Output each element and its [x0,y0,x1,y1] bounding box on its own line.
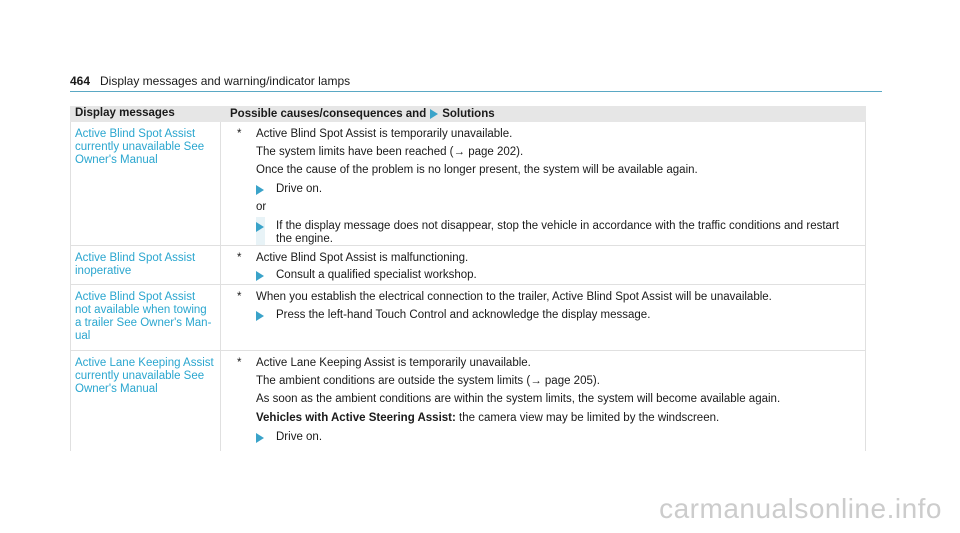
action-text: If the display message does not disappear, stop the vehicle in accordance with the traffic conditions and restart [276,220,839,232]
display-message: Active Lane Keeping Assist currently unavailable See Owner's Manual [75,357,214,395]
table-row [70,122,866,246]
arrow-icon [430,109,438,119]
star-marker: * [237,357,242,369]
display-message: Active Blind Spot Assist currently unavailable See Owner's Manual [75,128,205,166]
action-text: Drive on. [276,183,323,195]
table-row [70,351,866,451]
col-header-solutions-text: Solutions [442,108,495,120]
action-text: Drive on. [276,431,323,443]
arrow-icon [256,185,264,195]
col-header-causes [230,108,495,120]
vehicle-note-label: Vehicles with Active Steering Assist: [256,412,456,424]
col-header-messages: Display messages [75,107,175,119]
arrow-icon [256,222,264,232]
table-row [70,285,866,351]
table-row [70,246,866,285]
cause-text: Active Blind Spot Assist is malfunctioning. [256,252,469,264]
detail-text: The system limits have been reached (→ page 202). [256,146,524,158]
or-text: or [256,201,267,213]
table-header [70,106,866,122]
page-number: 464 [70,74,91,88]
detail-text: The ambient conditions are outside the system limits (→ page 205). [256,375,600,387]
action-text: Press the left-hand Touch Control and acknowledge the display message. [276,309,651,321]
star-marker: * [237,252,242,264]
messages-table [70,106,866,443]
vehicle-note [256,412,719,425]
cause-text: When you establish the electrical connection to the trailer, Active Blind Spot Assist will be unavailable. [256,291,772,303]
action-text: the engine. [276,233,333,245]
detail-text: Once the cause of the problem is no longer present, the system will be available again. [256,164,698,176]
action-text: Consult a qualified specialist workshop. [276,269,477,281]
display-message: Active Blind Spot Assist not available when towing a trailer See Owner's Man- ual [75,291,212,342]
watermark: carmanualsonline.info [659,493,942,524]
cause-text: Active Blind Spot Assist is temporarily unavailable. [256,128,513,140]
page-header [70,72,882,92]
arrow-icon [256,433,264,443]
col-header-causes-text: Possible causes/consequences and [230,108,427,120]
vehicle-note-text: the camera view may be limited by the windscreen. [459,412,720,424]
star-marker: * [237,291,242,303]
arrow-icon [256,271,264,281]
detail-text: As soon as the ambient conditions are within the system limits, the system will become available again. [256,393,781,405]
cause-text: Active Lane Keeping Assist is temporarily unavailable. [256,357,531,369]
page-title: Display messages and warning/indicator lamps [100,74,351,88]
display-message: Active Blind Spot Assist inoperative [75,252,196,277]
arrow-icon [256,311,264,321]
star-marker: * [237,128,242,140]
